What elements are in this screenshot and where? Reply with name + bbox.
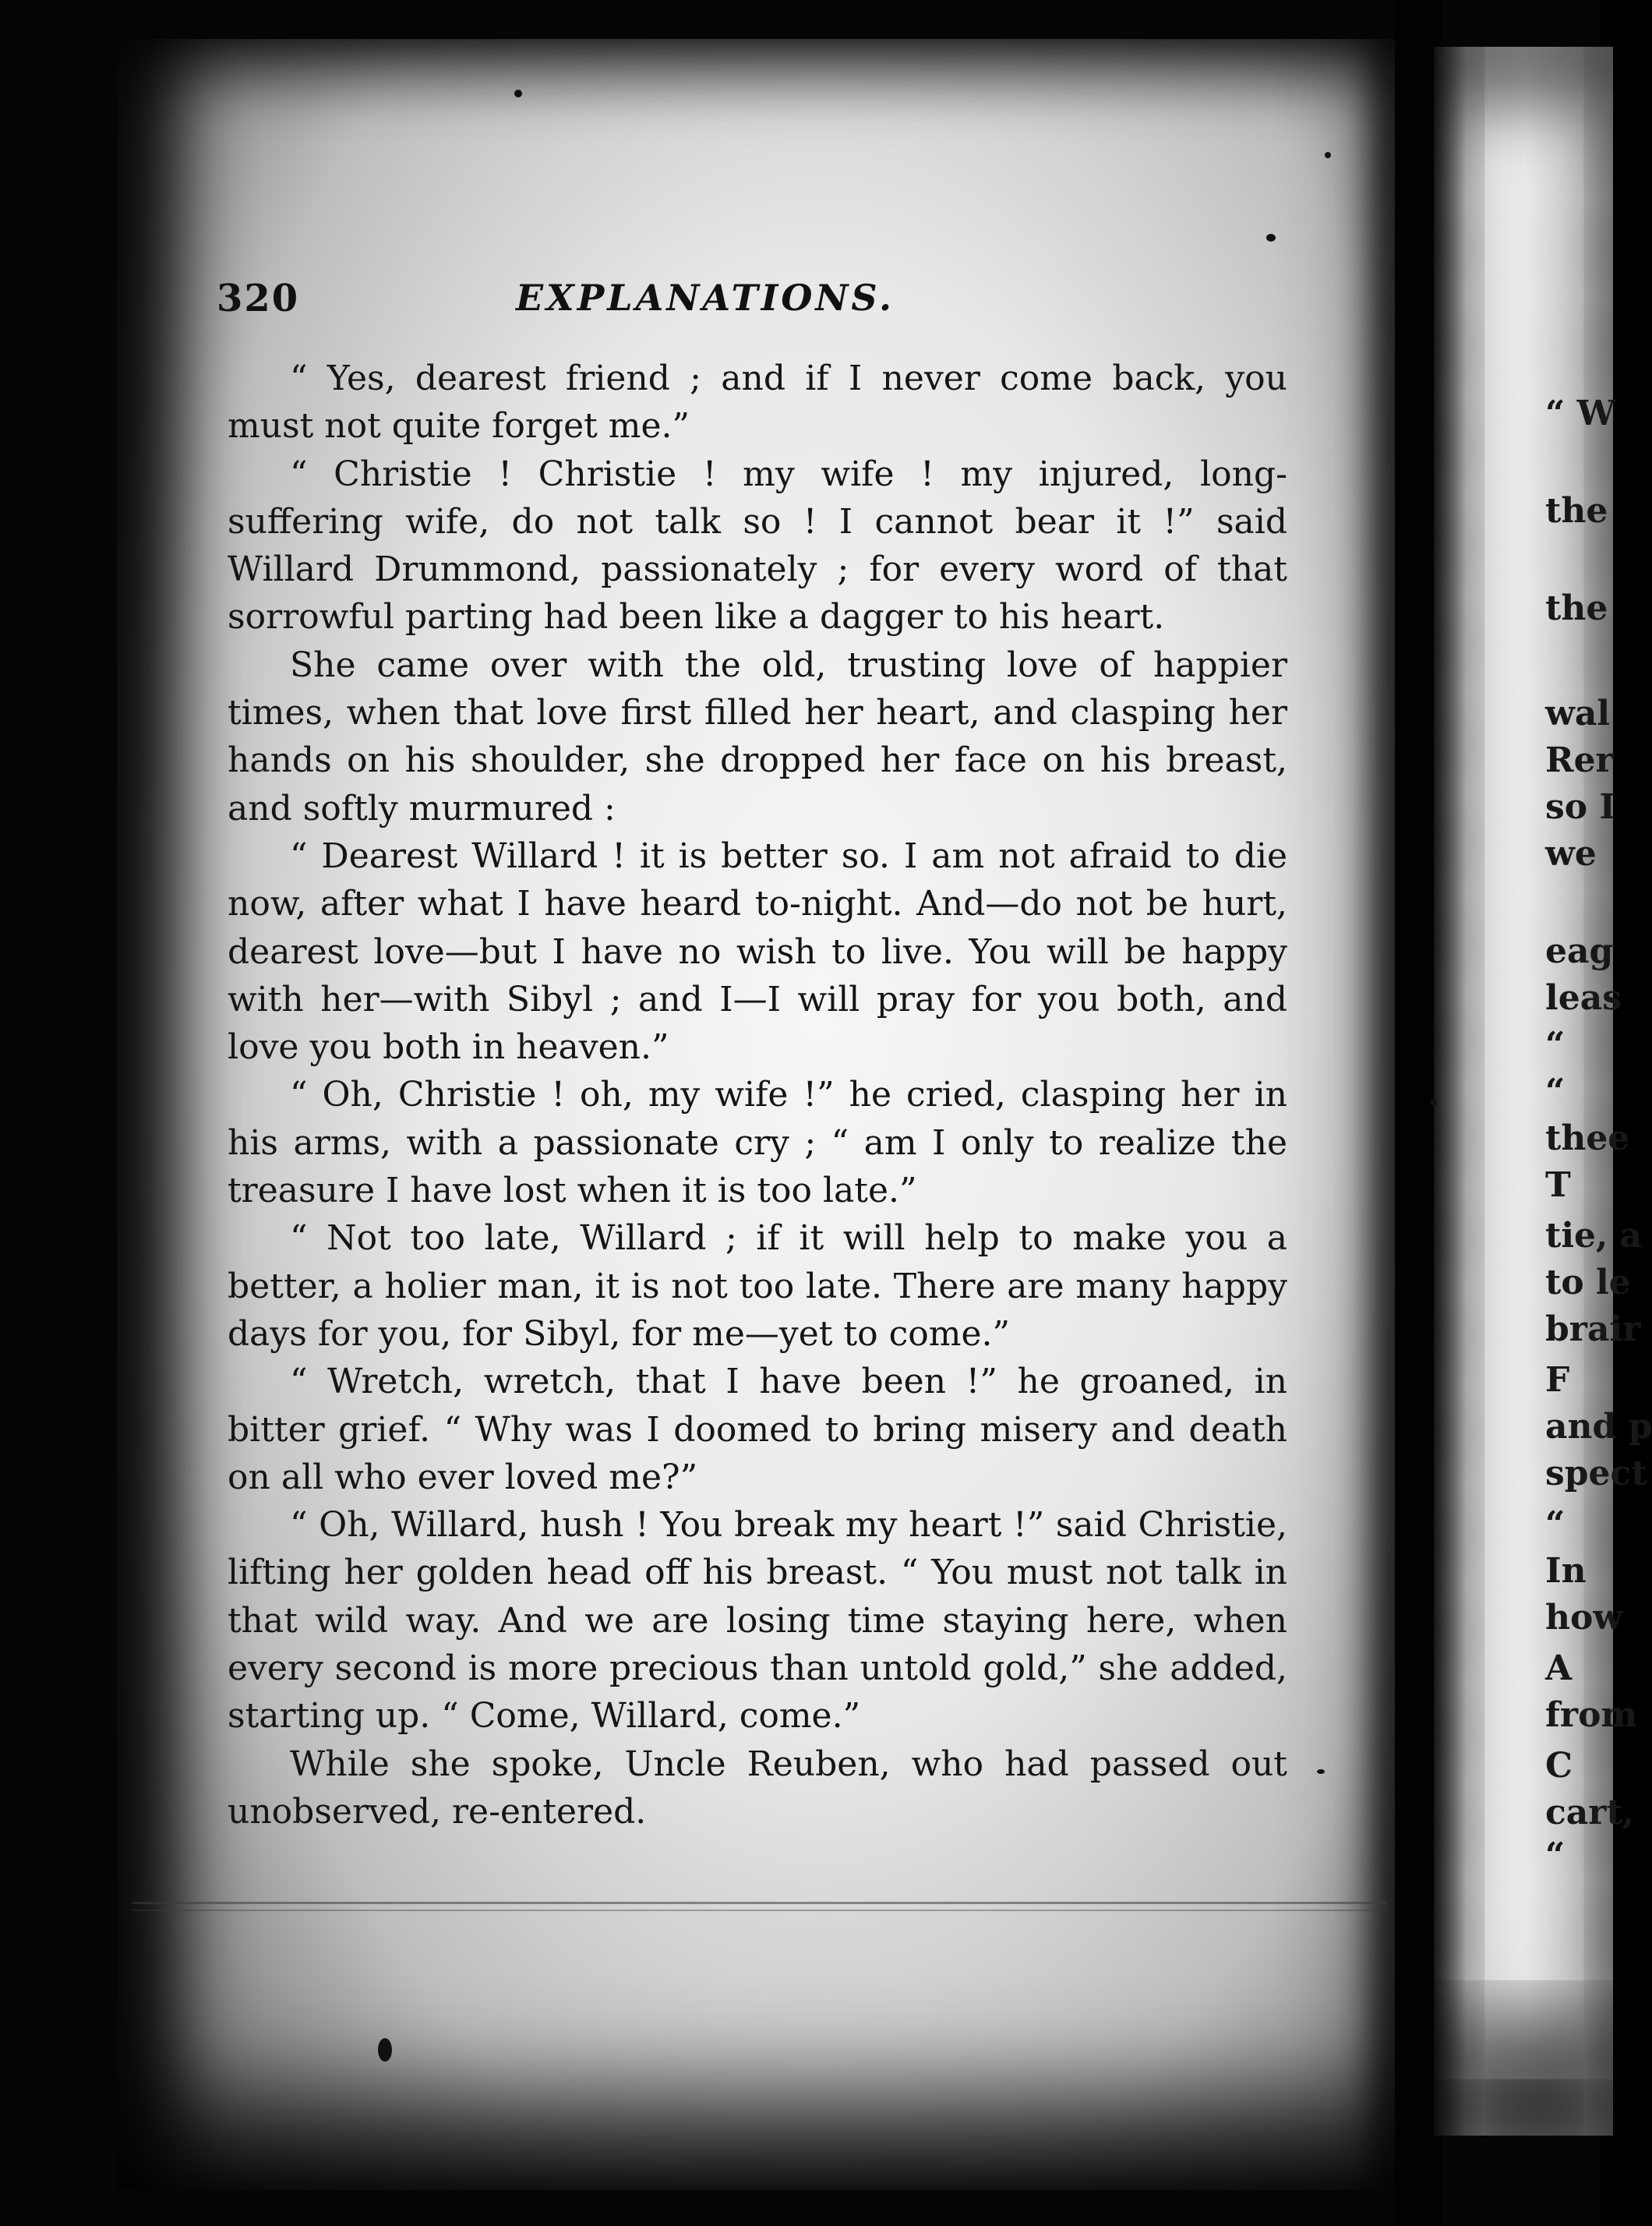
facing-fragment: “ xyxy=(1545,1072,1566,1111)
ink-speck xyxy=(1325,152,1331,158)
facing-fragment: so I xyxy=(1545,787,1616,827)
paragraph: “ Oh, Christie ! oh, my wife !” he cried, clasping her in his arms, with a passionate cry ; “ am I only to realize the treasure I have lost when it is too late.” xyxy=(228,1075,1287,1211)
facing-fragment: to le xyxy=(1545,1263,1631,1302)
scan-line xyxy=(132,1902,1387,1904)
paragraph: “ Dearest Willard ! it is better so. I am not afraid to die now, after what I have heard to-night. And—do not be hurt, dearest love—but I have no wish to live. You will be happy with her—with Sibyl ; and I—I will pray for you both, and love you both in heaven.” xyxy=(228,836,1287,1068)
facing-fragment: C xyxy=(1545,1746,1573,1786)
paragraph: “ Christie ! Christie ! my wife ! my injured, long-suffering wife, do not talk so ! I cannot bear it !” said Willard Drummond, passionately ; for every word of that sorrowful parting had been like a dagger to his heart. xyxy=(228,454,1287,638)
facing-fragment: In xyxy=(1545,1551,1587,1591)
paragraph: While she spoke, Uncle Reuben, who had passed out unobserved, re-entered. xyxy=(228,1744,1287,1832)
facing-fragment: T xyxy=(1545,1165,1571,1205)
ink-speck xyxy=(514,90,522,97)
page-number: 320 xyxy=(217,277,300,320)
facing-fragment: the xyxy=(1545,491,1608,531)
running-head xyxy=(117,277,1294,323)
facing-fragment: tie, a xyxy=(1545,1216,1643,1256)
ink-speck xyxy=(1430,1099,1437,1106)
facing-fragment: cart, xyxy=(1545,1793,1635,1832)
chapter-title: EXPLANATIONS. xyxy=(515,277,895,319)
facing-fragment: “ W xyxy=(1545,394,1616,433)
facing-fragment: A xyxy=(1545,1648,1573,1688)
facing-fragment: “ xyxy=(1545,1504,1566,1544)
facing-fragment: the xyxy=(1545,588,1608,628)
facing-fragment: brair xyxy=(1545,1309,1641,1349)
paragraph: “ Oh, Willard, hush ! You break my heart !” said Christie, lifting her golden head off his breast. “ You must not talk in that wild way. And we are losing time staying here, when every second is more precious than untold gold,” she added, starting up. “ Come, Willard, come.” xyxy=(228,1505,1287,1737)
facing-fragment: spect xyxy=(1545,1454,1647,1493)
facing-fragment: thee xyxy=(1545,1118,1630,1158)
paragraph: “ Wretch, wretch, that I have been !” he groaned, in bitter grief. “ Why was I doomed to bring misery and death on all who ever loved me?” xyxy=(228,1362,1287,1497)
ink-speck xyxy=(1266,234,1276,242)
paragraph: “ Not too late, Willard ; if it will help to make you a better, a holier man, it is not too late. There are many happy days for you, for Sibyl, for me—yet to come.” xyxy=(228,1218,1287,1354)
facing-fragment: we xyxy=(1545,834,1597,874)
paragraph: “ Yes, dearest friend ; and if I never come back, you must not quite forget me.” xyxy=(228,359,1287,447)
facing-fragment: F xyxy=(1545,1360,1570,1400)
facing-fragment: eag xyxy=(1545,931,1614,971)
facing-fragment: from xyxy=(1545,1695,1638,1735)
facing-page-text xyxy=(1539,0,1652,2226)
scan-line xyxy=(132,1910,1387,1911)
facing-fragment: wal xyxy=(1545,694,1611,733)
facing-fragment: how xyxy=(1545,1598,1623,1638)
facing-fragment: “ xyxy=(1545,1836,1566,1875)
facing-fragment: and p xyxy=(1545,1407,1652,1447)
facing-fragment: “ xyxy=(1545,1025,1566,1065)
ink-speck xyxy=(378,2038,392,2062)
facing-fragment: Rer xyxy=(1545,740,1614,780)
facing-fragment: leas xyxy=(1545,978,1622,1018)
paragraph: She came over with the old, trusting love of happier times, when that love first filled her heart, and clasping her hands on his shoulder, she dropped her face on his breast, and softly murmured : xyxy=(228,645,1287,829)
body-text xyxy=(228,355,1287,1836)
ink-speck xyxy=(1317,1769,1325,1774)
